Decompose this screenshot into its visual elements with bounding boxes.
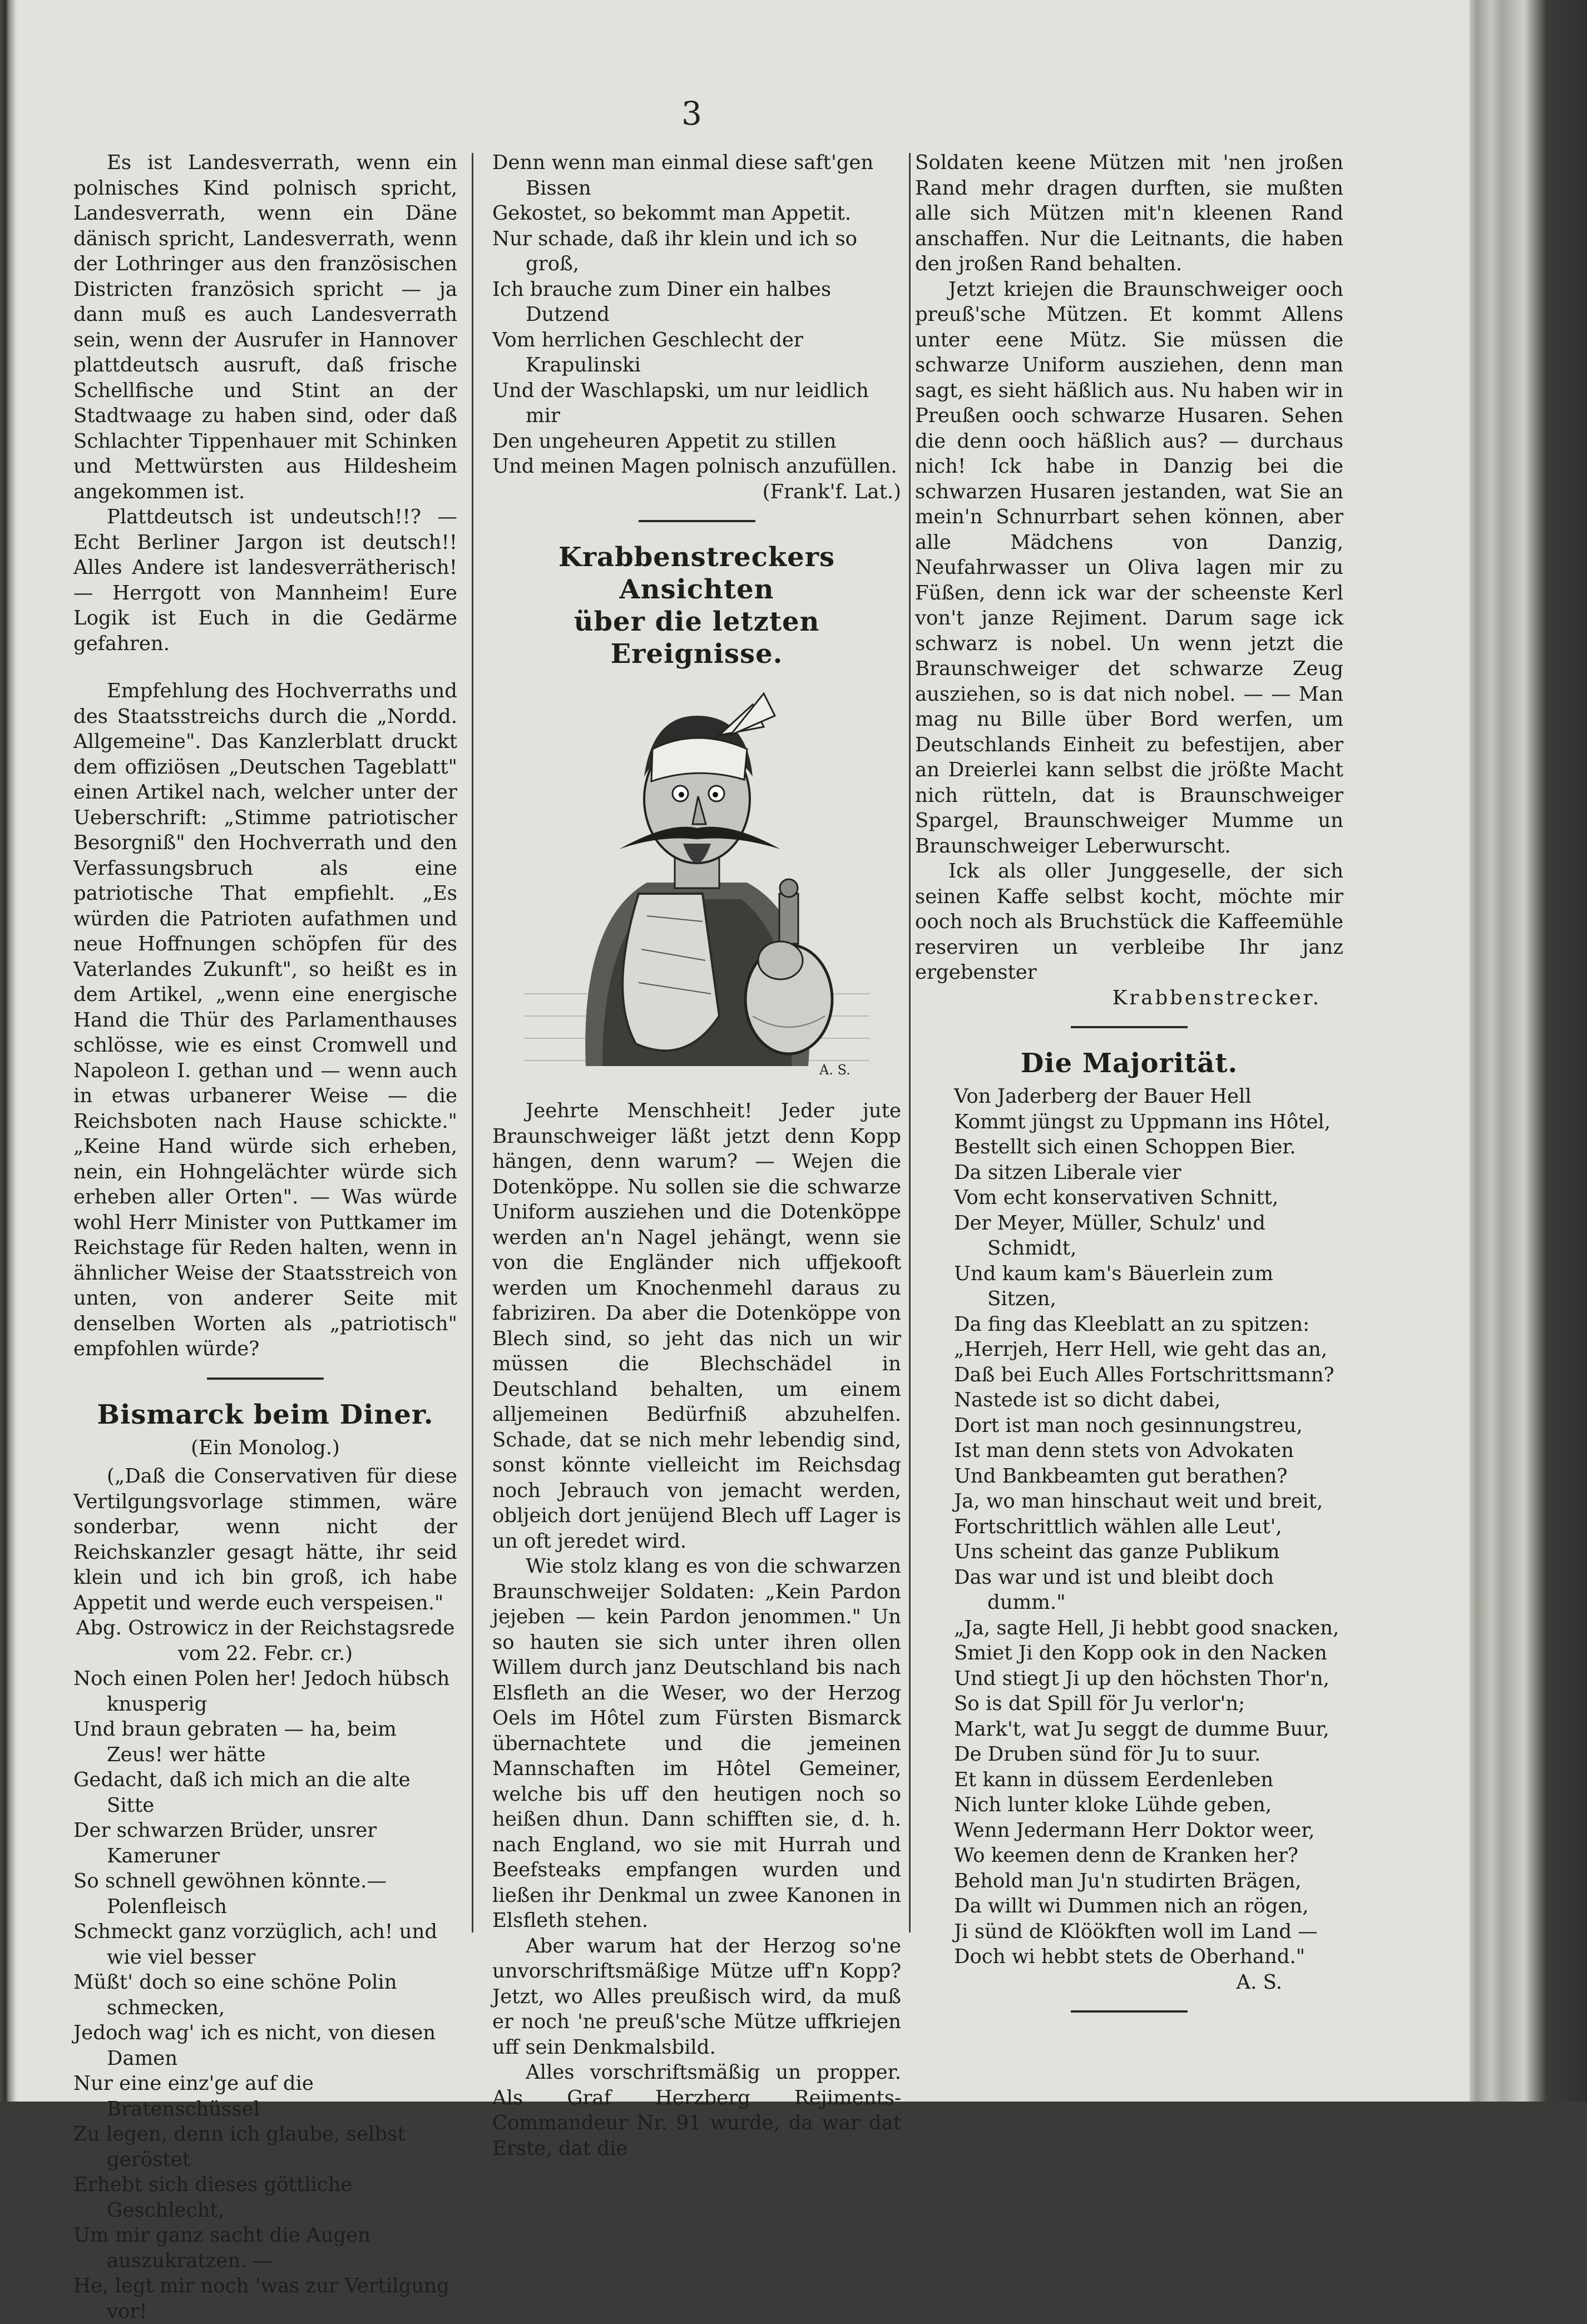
verse-line: He, legt mir noch 'was zur Vertilgung vor! xyxy=(73,2275,449,2323)
column-2 xyxy=(492,150,901,2161)
article-heading-line2: über die letzten Ereignisse. xyxy=(574,606,820,670)
verse-line: Erhebt sich dieses göttliche Geschlecht, xyxy=(73,2173,353,2222)
verse-line: „Herrjeh, Herr Hell, wie geht das an, xyxy=(954,1338,1328,1361)
verse-line: So schnell gewöhnen könnte.— Polenfleisch xyxy=(73,1870,387,1918)
caricature-illustration xyxy=(519,682,875,1088)
verse-line: So is dat Spill för Ju verlor'n; xyxy=(954,1692,1245,1715)
verse-line: Und braun gebraten — ha, beim Zeus! wer hätte xyxy=(73,1718,397,1766)
verse-line: Kommt jüngst zu Uppmann ins Hôtel, xyxy=(954,1110,1331,1133)
verse-line: Da sitzen Liberale vier xyxy=(954,1161,1181,1184)
section-rule xyxy=(1071,1026,1188,1028)
quote: („Daß die Conservativen für diese Vertilgungsvorlage stimmen, wäre sonderbar, wenn nicht der Reichskanzler gesagt hätte, ihr seid klein und ich bin groß, ich habe Appetit und werde euch verspeisen." xyxy=(73,1465,457,1614)
signature: A. S. xyxy=(1236,1970,1282,1994)
paragraph: Ick als oller Junggeselle, der sich seinen Kaffe selbst kocht, möchte mir ooch noch als Bruchstück die Kaffeemühle reserviren un verbleibe Ihr janz ergebenster xyxy=(915,860,1343,984)
paragraph: Wie stolz klang es von die schwarzen Braunschweijer Soldaten: „Kein Pardon jejeben — kein Pardon jenommen." Un so hauten sie sich unter ihren ollen Willem durch janz Deutschland bis nach Elsfleth an die Weser, wo der Herzog Oels im Hôtel zum Fürsten Bismarck übernachtete und die jemeinen Mannschaften im Hôtel Gemeiner, welche bis uff den heutigen noch so heißen dhun. Dann schifften sie, d. h. nach England, wo sie mit Hurrah und Beefsteaks empfangen wurden und ließen ihr Denkmal un zwee Kanonen in Elsfleth stehen. xyxy=(492,1555,901,1932)
verse-line: Das war und ist und bleibt doch dumm." xyxy=(954,1565,1274,1614)
signature: Krabbenstrecker. xyxy=(1112,986,1321,1009)
verse-line: Mark't, wat Ju seggt de dumme Buur, xyxy=(954,1717,1329,1741)
verse-line: Denn wenn man einmal diese saft'gen Bissen xyxy=(492,151,874,200)
verse-line: „Ja, sagte Hell, Ji hebbt good snacken, xyxy=(954,1616,1339,1639)
verse-line: Der Meyer, Müller, Schulz' und Schmidt, xyxy=(954,1211,1265,1260)
verse-line: Dort ist man noch gesinnungstreu, xyxy=(954,1414,1303,1437)
verse-line: Ist man denn stets von Advokaten xyxy=(954,1439,1294,1462)
column-divider-2 xyxy=(909,153,911,1932)
verse-line: Uns scheint das ganze Publikum xyxy=(954,1540,1280,1563)
poem xyxy=(73,1666,457,2324)
section-rule xyxy=(639,520,755,522)
article-subheading: (Ein Monolog.) xyxy=(191,1436,340,1459)
paragraph: Jetzt kriejen die Braunschweiger ooch preuß'sche Mützen. Et kommt Allens unter eene Mütz. Sie müssen die schwarze Uniform ausziehen, denn man sagt, es sieht häßlich aus. Nu haben wir in Preußen ooch schwarze Husaren. Sehen die denn ooch häßlich aus? — durchaus nich! Ick habe in Danzig bei die schwarzen Husaren jestanden, wat Sie an mein'n Schnurrbart sehen können, aber alle Mädchens von Danzig, Neufahrwasser un Oliva lagen mir zu Füßen, denn ick war der scheenste Kerl von't janze Rejiment. Darum sage ick schwarz is nobel. Un wenn jetzt die Braunschweiger det schwarze Zeug ausziehen, so is dat nich nobel. — — Man mag nu Bille über Bord werfen, um Deutschlands Einheit zu befestijen, aber an Dreierlei kann selbst die jrößte Macht nich rütteln, dat is Braunschweiger Spargel, Braunschweiger Mumme un Braunschweiger Leberwurscht. xyxy=(915,278,1343,858)
verse-line: Der schwarzen Brüder, unsrer Kameruner xyxy=(73,1819,377,1867)
column-divider-1 xyxy=(472,153,473,1932)
verse-line: Und Bankbeamten gut berathen? xyxy=(954,1464,1288,1488)
verse-line: Gekostet, so bekommt man Appetit. xyxy=(492,202,852,225)
verse-line: Zu legen, denn ich glaube, selbst geröstet xyxy=(73,2123,406,2171)
verse-line: Nur schade, daß ihr klein und ich so groß, xyxy=(492,227,858,275)
verse-line: Vom herrlichen Geschlecht der Krapulinski xyxy=(492,328,803,376)
verse-line: Doch wi hebbt stets de Oberhand." xyxy=(954,1945,1306,1968)
verse-line: Müßt' doch so eine schöne Polin schmecken, xyxy=(73,1971,397,2019)
verse-line: Da fing das Kleeblatt an zu spitzen: xyxy=(954,1312,1310,1336)
verse-line: Nich lunter kloke Lühde geben, xyxy=(954,1793,1272,1816)
verse-line: Von Jaderberg der Bauer Hell xyxy=(954,1085,1252,1108)
verse-line: Da willt wi Dummen nich an rögen, xyxy=(954,1895,1309,1917)
paragraph: Plattdeutsch ist undeutsch!!? — Echt Berliner Jargon ist deutsch!! Alles Andere ist landesverrätherisch! — Herrgott von Mannheim! Eure Logik ist Euch in die Gedärme gefahren. xyxy=(73,506,457,655)
article-heading: Die Majorität. xyxy=(1020,1048,1238,1079)
verse-line: Noch einen Polen her! Jedoch hübsch knusperig xyxy=(73,1667,450,1716)
verse-line: Und kaum kam's Bäuerlein zum Sitzen, xyxy=(954,1262,1274,1310)
verse-line: Fortschrittlich wählen alle Leut', xyxy=(954,1515,1282,1538)
verse-source: (Frank'f. Lat.) xyxy=(762,480,901,503)
page-number: 3 xyxy=(681,95,702,132)
verse-line: Wo keemen denn de Kranken her? xyxy=(954,1844,1298,1867)
verse-line: Ich brauche zum Diner ein halbes Dutzend xyxy=(492,278,832,326)
verse-line: Wenn Jedermann Herr Doktor weer, xyxy=(954,1818,1315,1842)
paragraph: Aber warum hat der Herzog so'ne unvorschriftsmäßige Mütze uff'n Kopp? Jetzt, wo Alles preußisch wird, da muß er noch 'ne preuß'sche Mütze uffkriejen uff sein Denkmalsbild. xyxy=(492,1934,901,2059)
end-rule xyxy=(1071,2010,1188,2013)
verse-line: Bestellt sich einen Schoppen Bier. xyxy=(954,1136,1296,1158)
verse-line: Und stiegt Ji up den höchsten Thor'n, xyxy=(954,1667,1329,1690)
column-1 xyxy=(73,150,457,2324)
column-3 xyxy=(915,150,1343,2031)
paragraph: Es ist Landesverrath, wenn ein polnisches Kind polnisch spricht, Landesverrath, wenn ein Däne dänisch spricht, Landesverrath, wenn der Lothringer aus den französischen Districten französich spricht — ja dann muß es auch Landesverrath sein, wenn der Ausrufer in Hannover plattdeutsch ausruft, daß frische Schellfische und Stint an der Stadtwaage zu haben sind, oder daß Schlachter Tippenhauer mit Schinken und Mettwürsten aus Hildesheim angekommen ist. xyxy=(73,151,457,503)
paragraph: Alles vorschriftsmäßig un propper. Als Graf Herzberg Rejiments-Commandeur Nr. 91 wurde, da war dat Erste, dat die xyxy=(492,2061,901,2160)
verse-line: Schmeckt ganz vorzüglich, ach! und wie viel besser xyxy=(73,1920,438,1969)
verse-line: Nastede ist so dicht dabei, xyxy=(954,1389,1221,1411)
verse-line: Um mir ganz sacht die Augen auszukratzen. — xyxy=(73,2224,371,2272)
verse-line: De Druben sünd för Ju to suur. xyxy=(954,1743,1261,1766)
verse-line: Den ungeheuren Appetit zu stillen xyxy=(492,429,837,453)
verse-line: Ji sünd de Klöökften woll im Land — xyxy=(954,1920,1318,1943)
verse-line: Et kann in düssem Eerdenleben xyxy=(954,1768,1274,1791)
verse-line: Daß bei Euch Alles Fortschrittsmann? xyxy=(954,1363,1334,1386)
verse-line: Jedoch wag' ich es nicht, von diesen Damen xyxy=(73,2021,436,2070)
section-rule xyxy=(207,1377,324,1380)
poem-continued xyxy=(492,150,901,479)
poem xyxy=(915,1084,1343,1970)
verse-line: Behold man Ju'n studirten Brägen, xyxy=(954,1869,1302,1892)
illustration-signature: A. S. xyxy=(819,1062,851,1078)
article-heading: Bismarck beim Diner. xyxy=(97,1399,434,1430)
verse-line: Und meinen Magen polnisch anzufüllen. xyxy=(492,455,897,478)
paragraph: Soldaten keene Mützen mit 'nen jroßen Rand mehr dragen durften, sie mußten alle sich Mützen mit'n kleenen Rand anschaffen. Nur die Leitnants, die haben den jroßen Rand behalten. xyxy=(915,151,1343,275)
paragraph: Jeehrte Menschheit! Jeder jute Braunschweiger läßt jetzt denn Kopp hängen, denn warum? — Wejen die Dotenköppe. Nu sollen sie die schwarze Uniform ausziehen und die Dotenköppe werden an'n Nagel jehängt, wenn sie von die Engländer nich uffjekooft werden um Knochenmehl daraus zu fabriziren. Da aber die Dotenköppe von Blech sind, so jeht das nich un wir müssen die Blechschädel in Deutschland behalten, um einem alljemeinen Bedürfniß abzuhelfen. Schade, dat se nich mehr lebendig sind, sonst könnte vielleicht im Reichsdag noch Jebrauch von jemacht werden, obljeich dort jenüjend Blech uff Lager is un oft jeredet wird. xyxy=(492,1099,901,1553)
verse-line: Ja, wo man hinschaut weit und breit, xyxy=(954,1490,1323,1513)
paragraph: Empfehlung des Hochverraths und des Staatsstreichs durch die „Nordd. Allgemeine". Das Kanzlerblatt druckt dem offiziösen „Deutschen Tageblatt" einen Artikel nach, welcher unter der Ueberschrift: „Stimme patriotischer Besorgniß" den Hochverrath und den Verfassungsbruch als eine patriotische That empfiehlt. „Es würden die Patrioten aufathmen und neue Hoffnungen schöpfen für des Vaterlandes Zukunft", so heißt es in dem Artikel, „wenn eine energische Hand die Thür des Parlamenthauses schlösse, wie es einst Cromwell und Napoleon I. gethan und — wenn auch in etwas urbanerer Weise — die Reichsboten nach Hause schickte." „Keine Hand würde sich erheben, nein, ein Hohngelächter würde sich erheben aller Orten". — Was würde wohl Herr Minister von Puttkamer im Reichstage für Reden halten, wenn in ähnlicher Weise der Staatsstreich von unten, von anderer Seite mit denselben Worten als „patriotisch" empfohlen würde? xyxy=(73,680,457,1360)
article-heading: Krabbenstreckers Ansichten xyxy=(558,542,835,605)
verse-line: Gedacht, daß ich mich an die alte Sitte xyxy=(73,1768,411,1817)
verse-line: Vom echt konservativen Schnitt, xyxy=(954,1186,1279,1209)
verse-line: Smiet Ji den Kopp ook in den Nacken xyxy=(954,1642,1327,1664)
quote-source: Abg. Ostrowicz in der Reichstagsrede vom 22. Febr. cr.) xyxy=(76,1617,455,1665)
verse-line: Und der Waschlapski, um nur leidlich mir xyxy=(492,379,869,427)
verse-line: Nur eine einz'ge auf die Bratenschüssel xyxy=(73,2072,314,2120)
